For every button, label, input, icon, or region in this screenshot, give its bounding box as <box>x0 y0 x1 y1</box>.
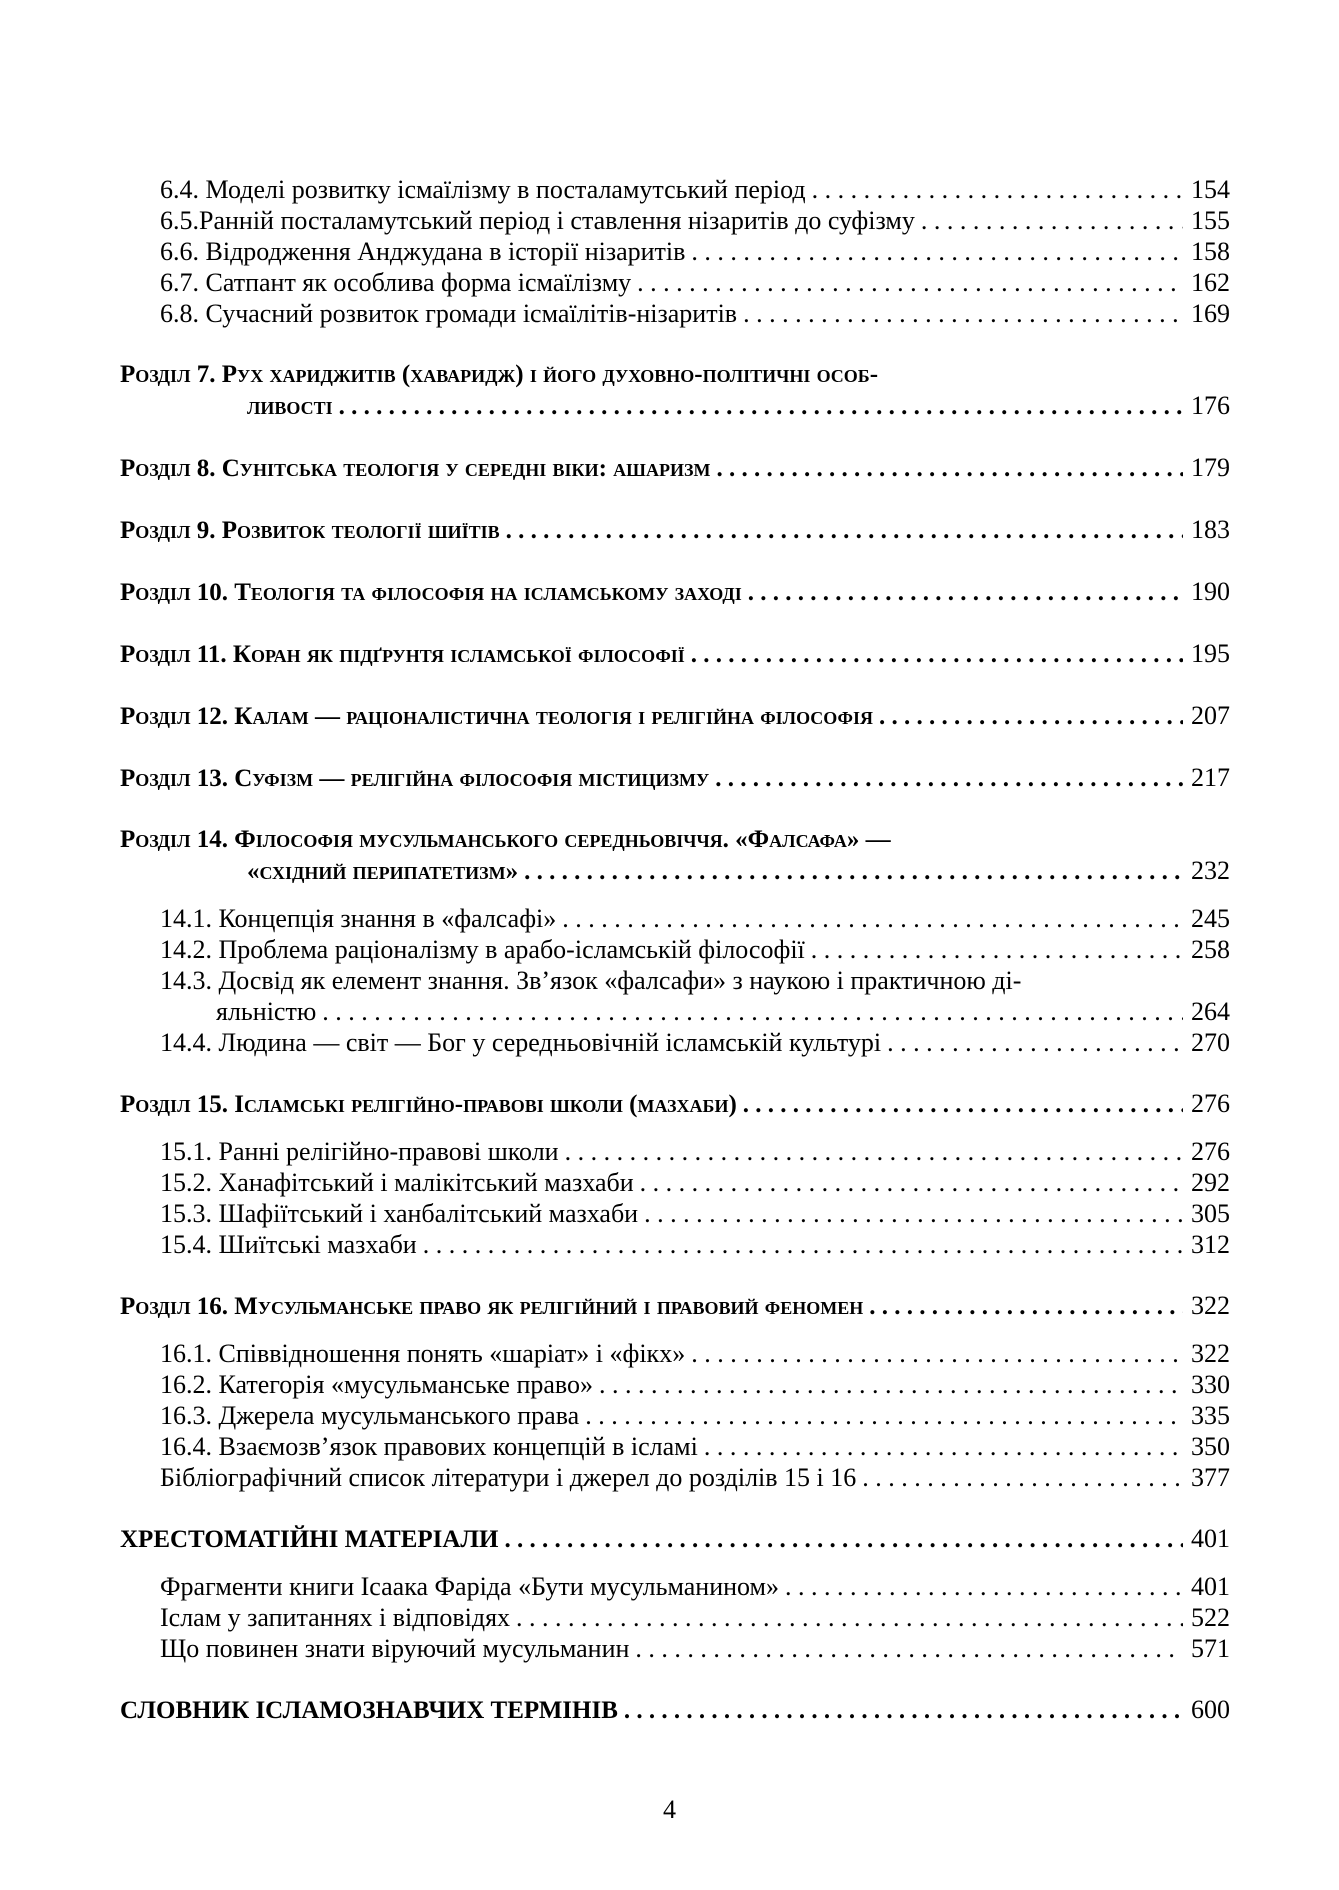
toc-entry-row <box>120 1523 1230 1555</box>
toc-entry-title: «східний перипатетизм» <box>247 858 519 885</box>
dot-leader <box>691 639 1183 670</box>
toc-chapter-entry <box>120 1088 1230 1120</box>
dot-leader <box>748 577 1183 608</box>
toc-entry-page-number: 207 <box>1191 701 1230 730</box>
toc-chapter-entry <box>120 824 1230 887</box>
table-of-contents <box>120 174 1230 1726</box>
toc-entry-title: 6.4. Моделі розвитку ісмаїлізму в посталамутський період <box>160 175 806 204</box>
toc-entry-title: 15.2. Ханафітський і малікітський мазхаби <box>160 1168 634 1197</box>
toc-subsection-entry <box>120 1400 1230 1431</box>
dot-leader <box>644 1198 1183 1229</box>
toc-entry-page-number: 312 <box>1191 1230 1230 1259</box>
toc-chapter-entry <box>120 638 1230 670</box>
toc-entry-title: 15.4. Шиїтські мазхаби <box>160 1230 417 1259</box>
toc-entry-page-number: 154 <box>1191 175 1230 204</box>
toc-entry-title: 6.5.Ранній посталамутський період і ставлення нізаритів до суфізму <box>160 206 915 235</box>
dot-leader <box>691 236 1183 267</box>
toc-entry-title: Розділ 16. Мусульманське право як релігійний і правовий феномен <box>120 1293 864 1320</box>
toc-entry-title: 6.6. Відродження Анджудана в історії нізаритів <box>160 237 686 266</box>
dot-leader <box>691 1338 1183 1369</box>
toc-entry-title: СЛОВНИК ІСЛАМОЗНАВЧИХ ТЕРМІНІВ <box>120 1697 618 1724</box>
toc-entry-title: 14.4. Людина — світ — Бог у середньовічній ісламській культурі <box>160 1028 882 1057</box>
toc-entry-page-number: 155 <box>1191 206 1230 235</box>
toc-entry-title: 15.1. Ранні релігійно-правові школи <box>160 1137 559 1166</box>
toc-chapter-entry <box>120 1290 1230 1322</box>
toc-entry-row <box>120 514 1230 546</box>
toc-chapter-entry <box>120 762 1230 794</box>
toc-entry-row <box>160 205 1230 236</box>
dot-leader <box>812 174 1183 205</box>
toc-entry-row <box>120 638 1230 670</box>
dot-leader <box>524 856 1183 887</box>
toc-entry-page-number: 270 <box>1191 1028 1230 1057</box>
toc-entry-row <box>160 1338 1230 1369</box>
toc-entry-title: Розділ 8. Сунітська теологія у середні віки: ашаризм <box>120 455 711 482</box>
toc-entry-title: 14.1. Концепція знання в «фалсафі» <box>160 904 557 933</box>
dot-leader <box>715 763 1183 794</box>
toc-entry-title-line: Розділ 7. Рух хариджитів (хаваридж) і його духовно-політичні особ- <box>120 361 879 388</box>
toc-entry-row <box>160 1431 1230 1462</box>
toc-chapter-entry <box>120 700 1230 732</box>
toc-entry-title-line: Розділ 14. Філософія мусульманського середньовіччя. «Фалсафа» — <box>120 826 891 853</box>
toc-entry-row <box>160 236 1230 267</box>
toc-subsection-entry <box>120 1633 1230 1664</box>
toc-subsection-entry <box>120 236 1230 267</box>
toc-entry-title: Розділ 11. Коран як підґрунтя ісламської філософії <box>120 641 685 668</box>
toc-entry-title: яльністю <box>216 997 317 1026</box>
toc-entry-title: 16.4. Взаємозв’язок правових концепцій в ісламі <box>160 1432 698 1461</box>
toc-entry-page-number: 276 <box>1191 1137 1230 1166</box>
toc-entry-row <box>160 1229 1230 1260</box>
toc-entry-title: 16.3. Джерела мусульманського права <box>160 1401 580 1430</box>
dot-leader <box>585 1400 1183 1431</box>
toc-entry-row <box>160 267 1230 298</box>
toc-subsection-entry <box>120 1167 1230 1198</box>
toc-entry-row <box>120 1290 1230 1322</box>
dot-leader <box>862 1462 1183 1493</box>
toc-subsection-entry <box>120 205 1230 236</box>
toc-entry-page-number: 179 <box>1191 453 1230 482</box>
toc-subsection-entry <box>120 965 1230 1027</box>
toc-entry-row <box>160 903 1230 934</box>
toc-entry-title: 6.8. Сучасний розвиток громади ісмаїлітів-нізаритів <box>160 299 738 328</box>
toc-entry-page-number: 245 <box>1191 904 1230 933</box>
toc-entry-page-number: 258 <box>1191 935 1230 964</box>
toc-subsection-entry <box>120 174 1230 205</box>
dot-leader <box>339 391 1183 422</box>
toc-entry-title: Розділ 9. Розвиток теології шиїтів <box>120 517 500 544</box>
dot-leader <box>743 298 1183 329</box>
toc-subsection-entry <box>120 267 1230 298</box>
toc-entry-page-number: 232 <box>1191 856 1230 885</box>
toc-entry-page-number: 217 <box>1191 763 1230 792</box>
toc-entry-row <box>120 855 1230 887</box>
dot-leader <box>716 453 1183 484</box>
toc-subsection-entry <box>120 903 1230 934</box>
toc-entry-page-number: 162 <box>1191 268 1230 297</box>
toc-entry-title: Розділ 15. Ісламські релігійно-правові школи (мазхаби) <box>120 1091 737 1118</box>
toc-entry-row <box>120 452 1230 484</box>
toc-subsection-entry <box>120 1462 1230 1493</box>
toc-subsection-entry <box>120 1136 1230 1167</box>
toc-subsection-entry <box>120 1198 1230 1229</box>
toc-chapter-entry <box>120 452 1230 484</box>
dot-leader <box>869 1291 1183 1322</box>
toc-entry-row <box>160 1369 1230 1400</box>
toc-entry-row <box>160 174 1230 205</box>
toc-entry-page-number: 158 <box>1191 237 1230 266</box>
toc-section-entry <box>120 1523 1230 1555</box>
toc-entry-title: ливості <box>247 393 333 420</box>
toc-entry-row <box>160 996 1230 1027</box>
page-number: 4 <box>663 1795 676 1824</box>
toc-entry-title: Розділ 13. Суфізм — релігійна філософія містицизму <box>120 765 710 792</box>
toc-entry-page-number: 377 <box>1191 1463 1230 1492</box>
toc-entry-row <box>120 1694 1230 1726</box>
toc-entry-title: Розділ 10. Теологія та філософія на ісламському заході <box>120 579 742 606</box>
toc-entry-row <box>160 1571 1230 1602</box>
toc-subsection-entry <box>120 1229 1230 1260</box>
toc-entry-page-number: 276 <box>1191 1089 1230 1118</box>
toc-entry-row <box>160 1027 1230 1058</box>
dot-leader <box>785 1571 1183 1602</box>
toc-entry-title: 16.1. Співвідношення понять «шаріат» і «фікх» <box>160 1339 686 1368</box>
dot-leader <box>505 1524 1183 1555</box>
dot-leader <box>637 267 1183 298</box>
dot-leader <box>506 515 1183 546</box>
toc-entry-row <box>160 1136 1230 1167</box>
toc-entry-page-number: 571 <box>1191 1634 1230 1663</box>
toc-entry-title: 16.2. Категорія «мусульманське право» <box>160 1370 594 1399</box>
toc-entry-page-number: 330 <box>1191 1370 1230 1399</box>
dot-leader <box>743 1089 1183 1120</box>
toc-entry-page-number: 350 <box>1191 1432 1230 1461</box>
toc-entry-title: 15.3. Шафіїтський і ханбалітський мазхаби <box>160 1199 639 1228</box>
toc-entry-page-number: 169 <box>1191 299 1230 328</box>
dot-leader <box>811 934 1183 965</box>
toc-subsection-entry <box>120 1431 1230 1462</box>
toc-entry-row <box>120 576 1230 608</box>
toc-entry-row <box>160 1602 1230 1633</box>
toc-entry-row <box>160 934 1230 965</box>
toc-entry-row <box>160 1198 1230 1229</box>
toc-entry-row <box>120 390 1230 422</box>
toc-section-entry <box>120 1694 1230 1726</box>
dot-leader <box>640 1167 1183 1198</box>
toc-entry-row <box>160 1400 1230 1431</box>
toc-entry-title: Бібліографічний список літератури і джерел до розділів 15 і 16 <box>160 1463 857 1492</box>
toc-entry-page-number: 522 <box>1191 1603 1230 1632</box>
toc-entry-row <box>120 700 1230 732</box>
toc-entry-page-number: 322 <box>1191 1339 1230 1368</box>
dot-leader <box>624 1695 1183 1726</box>
toc-entry-title-line: 14.3. Досвід як елемент знання. Зв’язок «фалсафи» з наукою і практичною ді- <box>160 966 1022 995</box>
toc-entry-row <box>160 1633 1230 1664</box>
dot-leader <box>704 1431 1183 1462</box>
toc-entry-title: 14.2. Проблема раціоналізму в арабо-ісламській філософії <box>160 935 805 964</box>
toc-subsection-entry <box>120 934 1230 965</box>
toc-entry-row <box>120 762 1230 794</box>
toc-entry-row <box>160 298 1230 329</box>
toc-entry-title: Розділ 12. Калам — раціоналістична теологія і релігійна філософія <box>120 703 873 730</box>
toc-entry-page-number: 401 <box>1191 1572 1230 1601</box>
dot-leader <box>565 1136 1183 1167</box>
toc-entry-page-number: 305 <box>1191 1199 1230 1228</box>
toc-subsection-entry <box>120 1602 1230 1633</box>
toc-entry-page-number: 183 <box>1191 515 1230 544</box>
toc-subsection-entry <box>120 1369 1230 1400</box>
toc-chapter-entry <box>120 514 1230 546</box>
dot-leader <box>635 1633 1183 1664</box>
toc-subsection-entry <box>120 298 1230 329</box>
toc-entry-title: Фрагменти книги Ісаака Фаріда «Бути мусульманином» <box>160 1572 779 1601</box>
toc-entry-title: Що повинен знати віруючий мусульманин <box>160 1634 630 1663</box>
toc-chapter-entry <box>120 576 1230 608</box>
toc-entry-page-number: 600 <box>1191 1695 1230 1724</box>
dot-leader <box>921 205 1183 236</box>
toc-entry-row <box>160 1167 1230 1198</box>
toc-entry-page-number: 190 <box>1191 577 1230 606</box>
dot-leader <box>887 1027 1183 1058</box>
dot-leader <box>322 996 1183 1027</box>
toc-entry-row <box>160 1462 1230 1493</box>
toc-entry-title: ХРЕСТОМАТІЙНІ МАТЕРІАЛИ <box>120 1526 499 1553</box>
toc-entry-page-number: 322 <box>1191 1291 1230 1320</box>
toc-subsection-entry <box>120 1027 1230 1058</box>
toc-entry-title: Іслам у запитаннях і відповідях <box>160 1603 511 1632</box>
toc-entry-title: 6.7. Сатпант як особлива форма ісмаїлізму <box>160 268 632 297</box>
toc-subsection-entry <box>120 1571 1230 1602</box>
dot-leader <box>599 1369 1183 1400</box>
toc-entry-page-number: 264 <box>1191 997 1230 1026</box>
toc-entry-page-number: 176 <box>1191 391 1230 420</box>
toc-entry-page-number: 401 <box>1191 1524 1230 1553</box>
toc-subsection-entry <box>120 1338 1230 1369</box>
toc-chapter-entry <box>120 359 1230 422</box>
dot-leader <box>879 701 1183 732</box>
toc-entry-row <box>120 1088 1230 1120</box>
dot-leader <box>423 1229 1183 1260</box>
toc-entry-page-number: 335 <box>1191 1401 1230 1430</box>
toc-entry-page-number: 195 <box>1191 639 1230 668</box>
toc-entry-page-number: 292 <box>1191 1168 1230 1197</box>
dot-leader <box>516 1602 1183 1633</box>
dot-leader <box>562 903 1183 934</box>
